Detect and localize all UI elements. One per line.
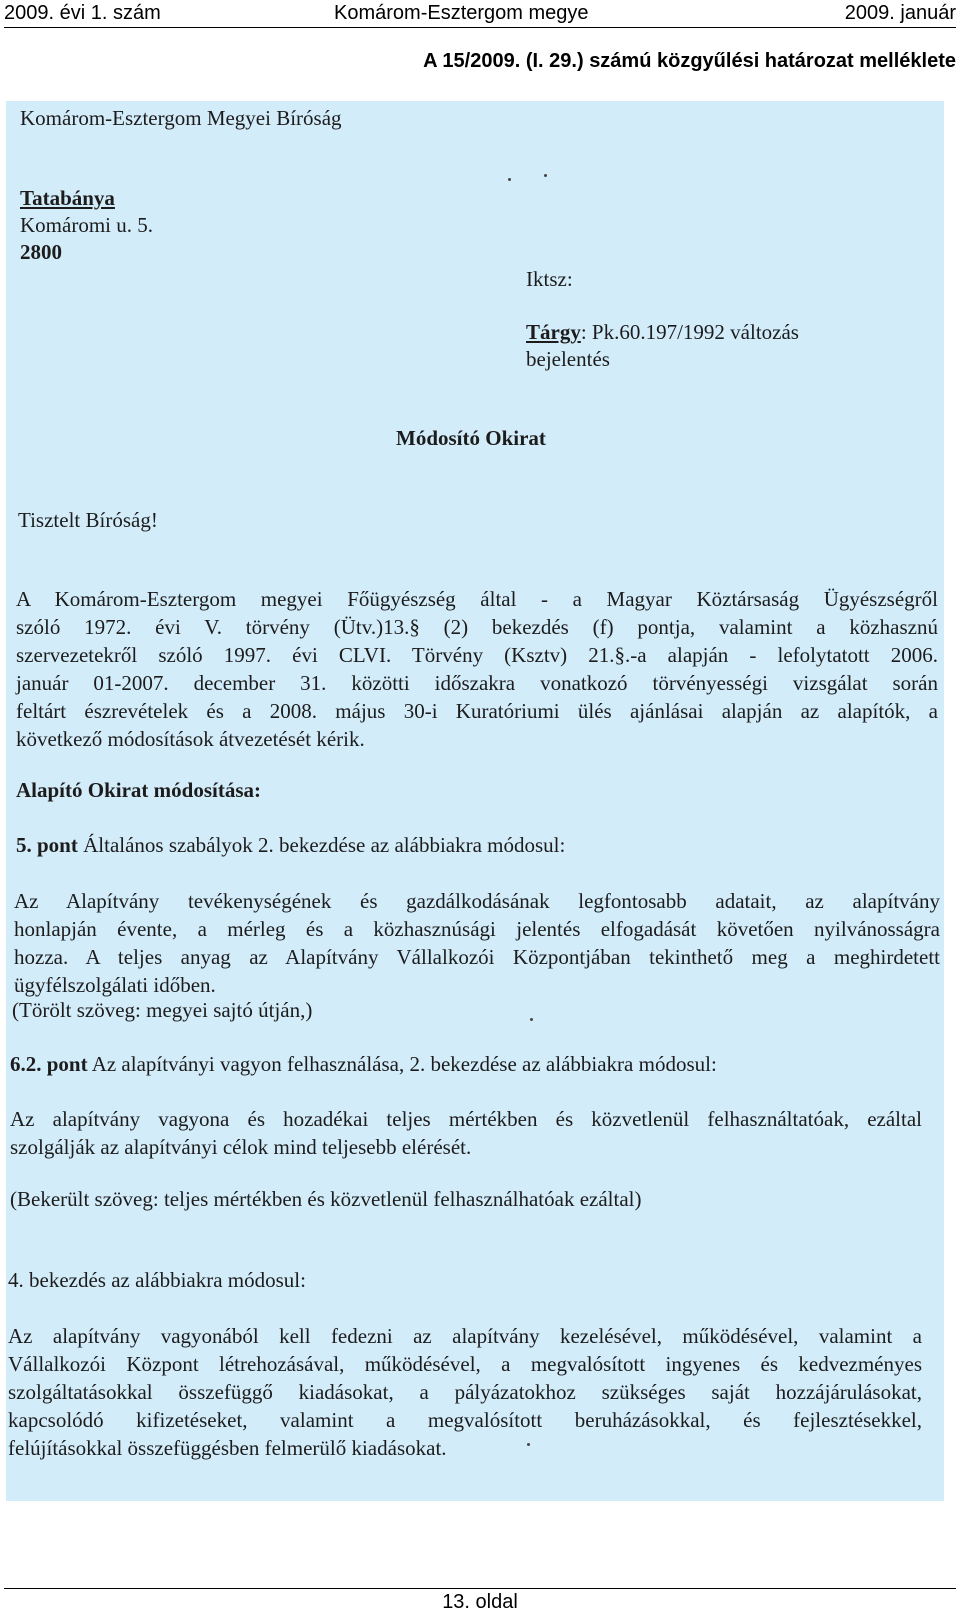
page-header xyxy=(0,0,960,28)
point5-heading xyxy=(16,833,565,858)
footer-divider xyxy=(4,1588,956,1589)
point62-added-text: (Bekerült szöveg: teljes mértékben és közvetlenül felhasználhatóak ezáltal) xyxy=(10,1187,642,1211)
subject-line xyxy=(526,320,799,345)
sender-name: Komárom-Esztergom Megyei Bíróság xyxy=(20,106,342,130)
para4-heading: 4. bekezdés az alábbiakra módosul: xyxy=(8,1268,306,1292)
point5-line: hozza. A teljes anyag az Alapítvány Vállalkozói Központjában tekinthető meg a meghirdetett xyxy=(14,945,940,969)
scan-speck xyxy=(508,178,511,181)
intro-line: következő módosítások átvezetését kérik. xyxy=(16,727,365,751)
issue-date: 2009. január xyxy=(844,2,956,24)
point62-text: Az alapítványi vagyon felhasználása, 2. bekezdése az alábbiakra módosul: xyxy=(87,1052,717,1076)
point62-paragraph xyxy=(10,1105,922,1161)
point5-line: Az Alapítvány tevékenységének és gazdálkodásának legfontosabb adatait, az alapítvány xyxy=(14,889,940,913)
point5-line: honlapján évente, a mérleg és a közhasznúsági jelentés elfogadását követően nyilvánosságra xyxy=(14,917,940,941)
county-name: Komárom-Esztergom megye xyxy=(334,2,589,24)
intro-line: A Komárom-Esztergom megyei Főügyészség által - a Magyar Köztársaság Ügyészségről xyxy=(16,587,938,611)
intro-line: feltárt észrevételek és a 2008. május 30-i Kuratóriumi ülés ajánlásai alapján az alapítók, a xyxy=(16,699,938,723)
iktsz-label: Iktsz: xyxy=(526,267,573,291)
salutation: Tisztelt Bíróság! xyxy=(18,508,158,532)
point62-label: 6.2. pont xyxy=(10,1052,88,1076)
resolution-title: A 15/2009. (I. 29.) számú közgyűlési határozat melléklete xyxy=(423,50,956,72)
point5-deleted-text: (Törölt szöveg: megyei sajtó útján,) xyxy=(12,998,313,1022)
para4-line: felújításokkal összefüggésben felmerülő kiadásokat. xyxy=(8,1436,447,1460)
address-street: Komáromi u. 5. xyxy=(20,213,153,237)
point62-line: szolgálják az alapítványi célok mind teljesebb elérését. xyxy=(10,1135,472,1159)
intro-paragraph xyxy=(16,585,938,753)
header-divider xyxy=(4,27,956,28)
intro-line: szervezetekről szóló 1997. évi CLVI. Törvény (Ksztv) 21.§.-a alapján - lefolytatott 2006. xyxy=(16,643,938,667)
subject-label: Tárgy xyxy=(526,320,581,344)
point5-label: 5. pont xyxy=(16,833,78,857)
issue-number: 2009. évi 1. szám xyxy=(4,2,161,24)
section-heading: Alapító Okirat módosítása: xyxy=(16,778,262,802)
point62-heading xyxy=(10,1052,717,1077)
para4-line: Az alapítvány vagyonából kell fedezni az alapítvány kezelésével, működésével, valamint a xyxy=(8,1324,922,1348)
para4-paragraph xyxy=(8,1322,922,1462)
address-city: Tatabánya xyxy=(20,186,115,210)
subject-text: : Pk.60.197/1992 változás xyxy=(580,320,799,344)
scan-speck xyxy=(544,174,547,177)
para4-line: szolgáltatásokkal összefüggő kiadásokat, a pályázatokhoz szükséges saját hozzájárulásokat, xyxy=(8,1380,922,1404)
intro-line: január 01-2007. december 31. közötti időszakra vonatkozó törvényességi vizsgálat során xyxy=(16,671,938,695)
document-title: Módosító Okirat xyxy=(396,426,546,450)
subject-text-cont: bejelentés xyxy=(526,347,610,371)
page-number: 13. oldal xyxy=(442,1591,518,1613)
intro-line: szóló 1972. évi V. törvény (Ütv.)13.§ (2) bekezdés (f) pontja, valamint a közhasznú xyxy=(16,615,938,639)
para4-line: kapcsolódó kifizetéseket, valamint a megvalósított beruházásokkal, és fejlesztésekkel, xyxy=(8,1408,922,1432)
point5-paragraph xyxy=(14,887,940,999)
scanned-letter xyxy=(6,101,944,1501)
point5-text: Általános szabályok 2. bekezdése az alábbiakra módosul: xyxy=(77,833,566,857)
para4-line: Vállalkozói Központ létrehozásával, működésével, a megvalósított ingyenes és kedvezményes xyxy=(8,1352,922,1376)
address-zip: 2800 xyxy=(20,240,62,264)
point5-line: ügyfélszolgálati időben. xyxy=(14,973,216,997)
point62-line: Az alapítvány vagyona és hozadékai teljes mértékben és közvetlenül felhasználtatóak, ezáltal xyxy=(10,1107,922,1131)
scan-speck xyxy=(527,1443,530,1446)
scan-speck xyxy=(530,1018,533,1021)
